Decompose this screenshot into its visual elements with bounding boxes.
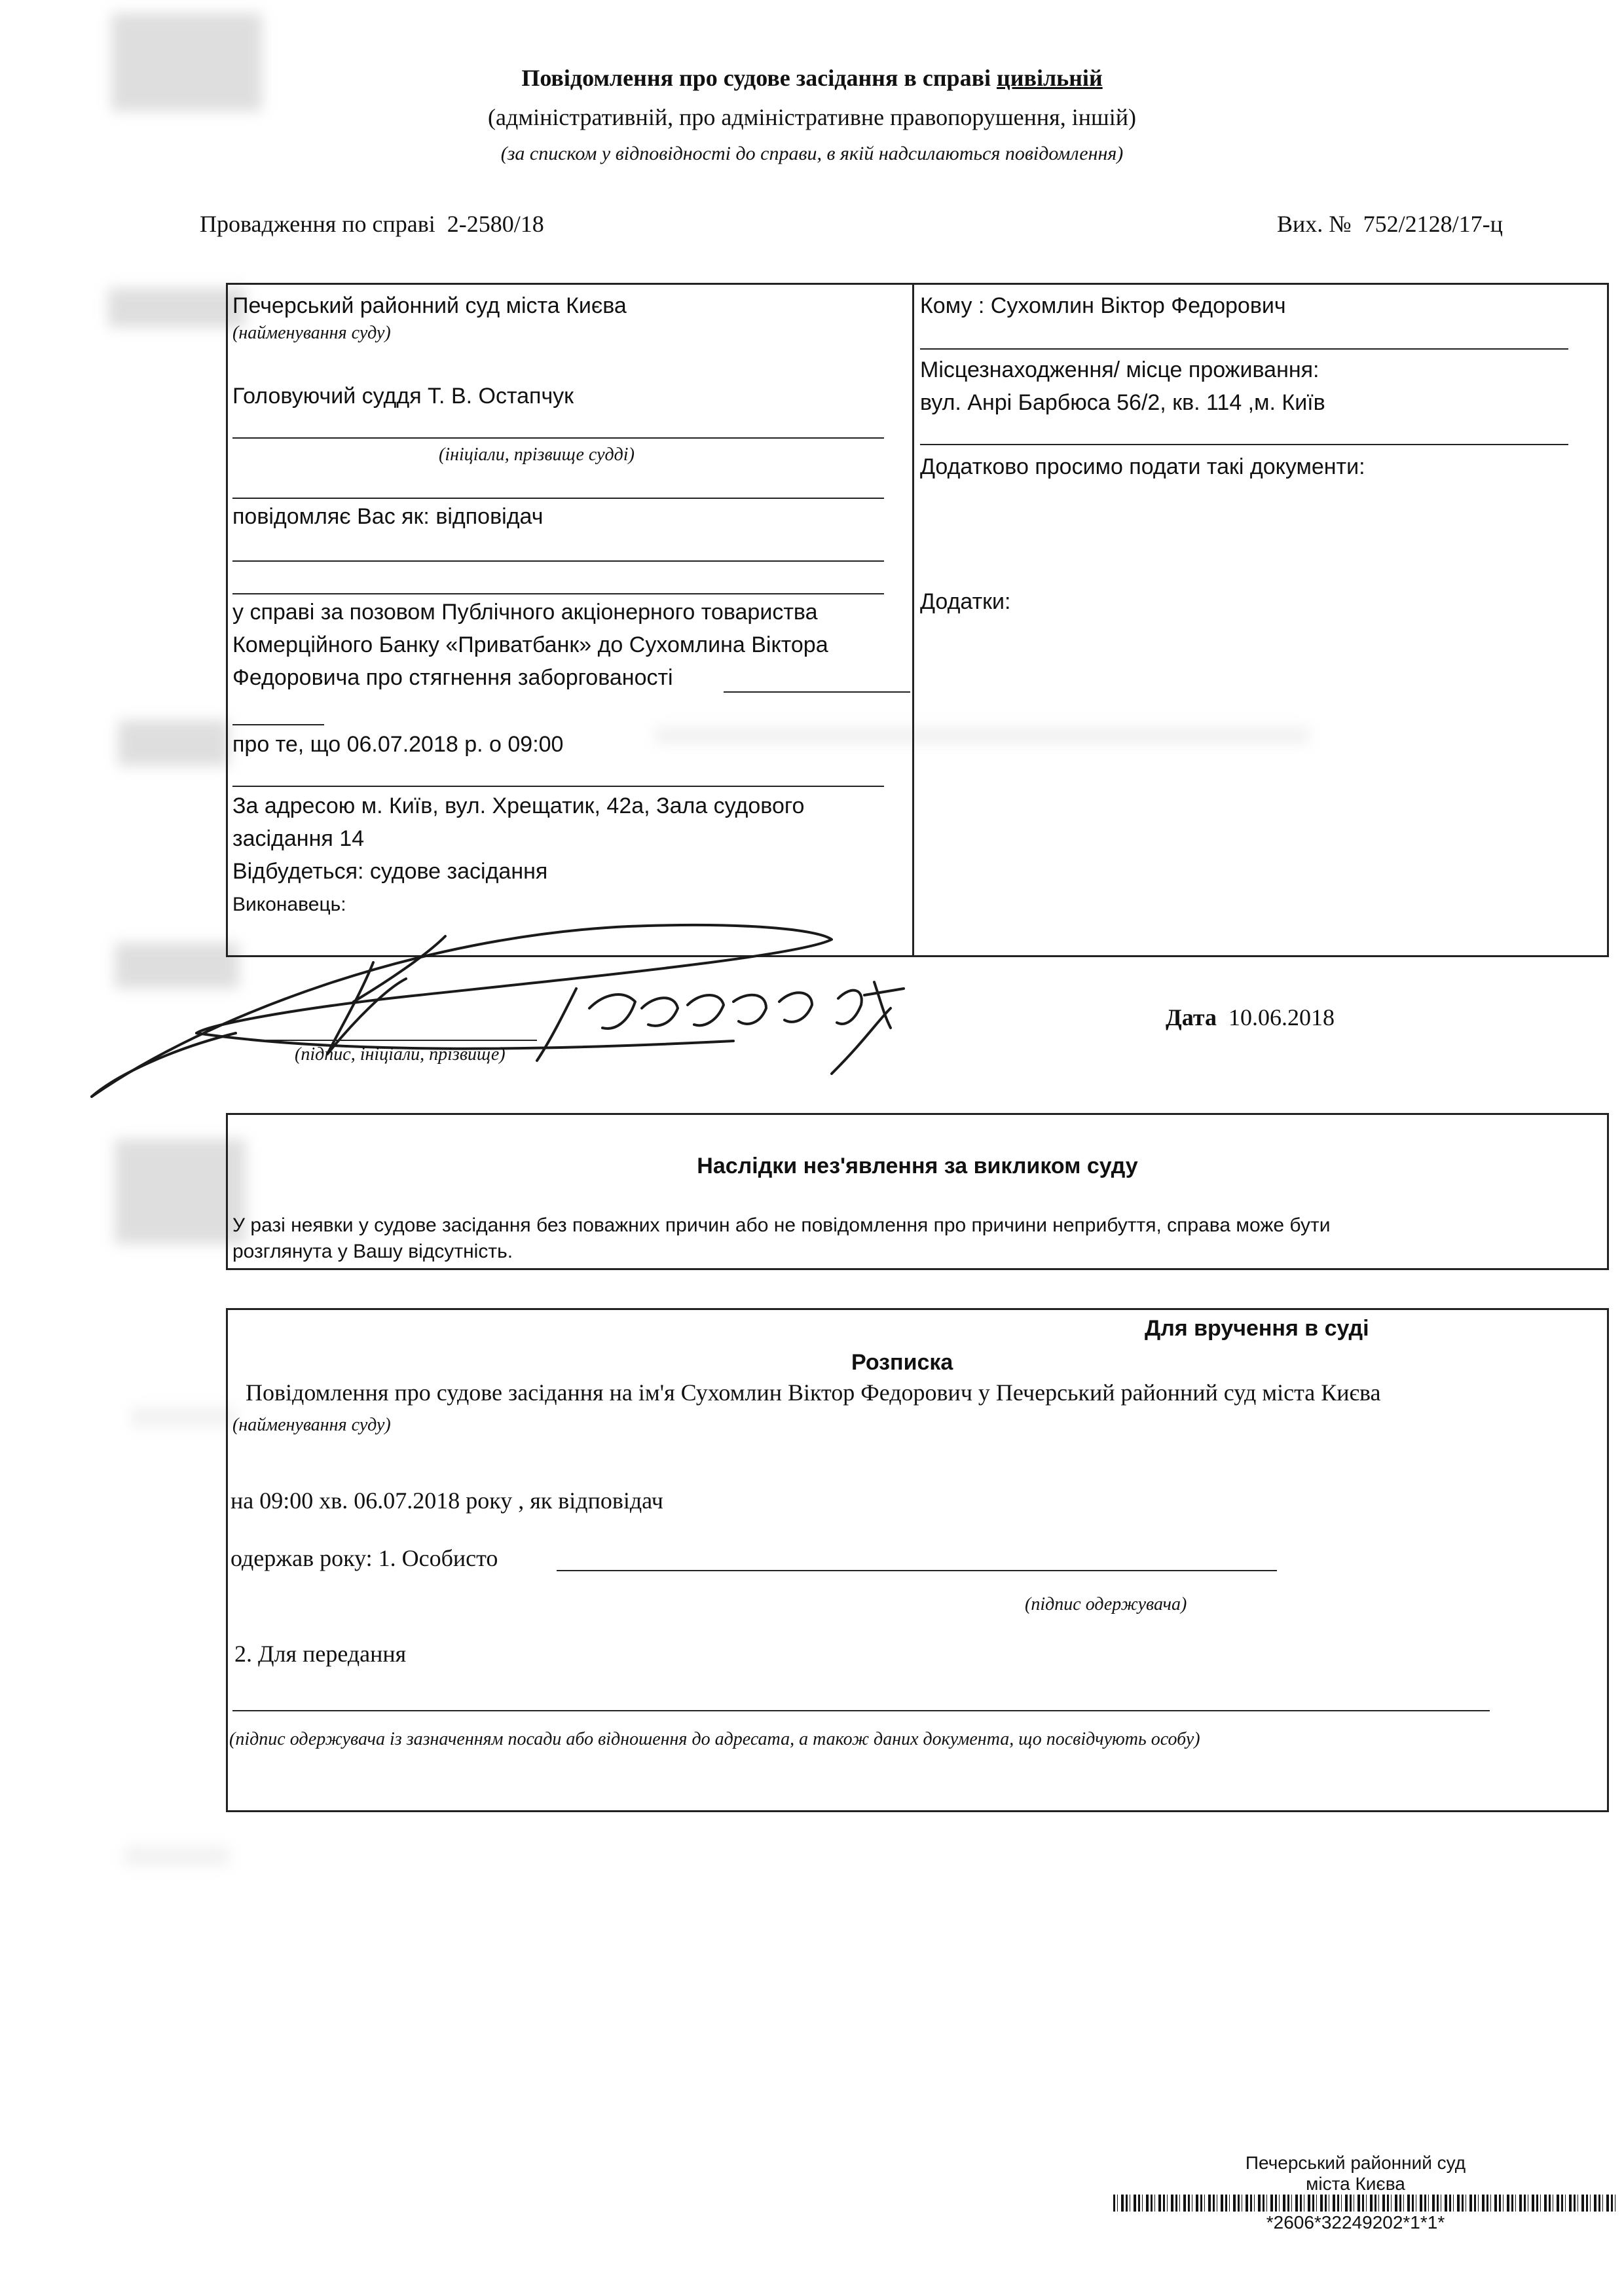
court-name: Печерський районний суд міста Києва [232, 293, 627, 318]
stamp-court-line-1: Печерський районний суд [1245, 2153, 1466, 2173]
transfer-caption: (підпис одержувача із зазначенням посади або відношення до адресата, а також даних документа, що посвідчують особу) [229, 1729, 1200, 1749]
date-label: Дата [1166, 1004, 1217, 1030]
outgoing-number: 752/2128/17-ц [1363, 211, 1503, 237]
case-number: 2-2580/18 [447, 211, 544, 237]
consequences-text-1: У разі неявки у судове засідання без поважних причин або не повідомлення про причини неприбуття, справа може бути [232, 1214, 1331, 1236]
signature-line [232, 1710, 1490, 1711]
outgoing-number-line [1277, 208, 1503, 240]
for-court-delivery: Для вручення в суді [1145, 1316, 1369, 1341]
separator [232, 724, 324, 725]
receipt-time: на 09:00 хв. 06.07.2018 року , як відповідач [231, 1487, 663, 1514]
additional-docs-label: Додатково просимо подати такі документи: [920, 454, 1365, 479]
address-line-1: За адресою м. Київ, вул. Хрещатик, 42а, Зала судового [232, 793, 805, 818]
claim-line-2: Комерційного Банку «Приватбанк» до Сухомлина Віктора [232, 632, 828, 657]
receipt-court-caption: (найменування суду) [232, 1415, 391, 1435]
separator [920, 348, 1568, 350]
claim-line-3: Федоровича про стягнення заборгованості [232, 665, 673, 690]
case-line [200, 208, 544, 240]
receipt-title: Розписка [851, 1350, 953, 1375]
handwritten-signature [79, 917, 930, 1126]
hearing-datetime: про те, що 06.07.2018 р. о 09:00 [232, 732, 564, 757]
page-subtitle: (адміністративній, про адміністративне правопорушення, іншій) [488, 104, 1136, 130]
outgoing-label: Вих. № [1277, 211, 1352, 237]
barcode-text: *2606*32249202*1*1* [1266, 2212, 1445, 2232]
header-note: (за списком у відповідності до справи, в якій надсилаються повідомлення) [500, 143, 1124, 164]
separator [232, 593, 884, 594]
receipt-transfer: 2. Для передання [234, 1641, 407, 1667]
page-title [0, 62, 1624, 94]
scan-artifact [108, 288, 246, 327]
stamp-court-line-2: міста Києва [1306, 2174, 1405, 2194]
judge-caption: (ініціали, прізвище судді) [439, 445, 635, 465]
separator [920, 444, 1568, 445]
separator [232, 498, 884, 499]
location-value: вул. Анрі Барбюса 56/2, кв. 114 ,м. Київ [920, 390, 1325, 415]
location-label: Місцезнаходження/ місце проживання: [920, 357, 1320, 382]
attachments-label: Додатки: [920, 589, 1011, 614]
recipient-name: Кому : Сухомлин Віктор Федорович [920, 293, 1286, 318]
scan-artifact [124, 1846, 229, 1866]
consequences-title: Наслідки нез'явлення за викликом суду [697, 1154, 1138, 1178]
receipt-notice: Повідомлення про судове засідання на ім'я Сухомлин Віктор Федорович у Печерський районний суд міста Києва [246, 1379, 1381, 1406]
signature-caption: (підпис, ініціали, прізвище) [295, 1044, 506, 1065]
claim-line-1: у справі за позовом Публічного акціонерного товариства [232, 600, 818, 625]
title-prefix: Повідомлення про судове засідання в справі [521, 65, 997, 91]
scan-artifact [118, 720, 229, 766]
scan-artifact [131, 1408, 236, 1427]
separator [232, 560, 884, 562]
notifies-as: повідомляє Вас як: відповідач [232, 504, 544, 529]
court-name-caption: (найменування суду) [232, 323, 391, 343]
separator [232, 786, 884, 787]
separator [724, 691, 910, 693]
case-label: Провадження по справі [200, 211, 435, 237]
notice-divider [912, 283, 914, 957]
event-type: Відбудеться: судове засідання [232, 859, 548, 884]
receipt-received: одержав року: 1. Особисто [231, 1545, 498, 1571]
address-line-2: засідання 14 [232, 826, 365, 851]
issue-date [1166, 1002, 1335, 1033]
executor-label: Виконавець: [232, 894, 346, 915]
barcode [1113, 2195, 1617, 2212]
date-value: 10.06.2018 [1228, 1004, 1335, 1030]
signature-line [262, 1040, 537, 1041]
recipient-signature-caption: (підпис одержувача) [1025, 1594, 1187, 1614]
title-case-type: цивільній [997, 65, 1103, 91]
signature-line [557, 1570, 1277, 1571]
judge-name: Головуючий суддя Т. В. Остапчук [232, 384, 574, 409]
consequences-text-2: розглянута у Вашу відсутність. [232, 1241, 513, 1262]
separator [232, 437, 884, 439]
